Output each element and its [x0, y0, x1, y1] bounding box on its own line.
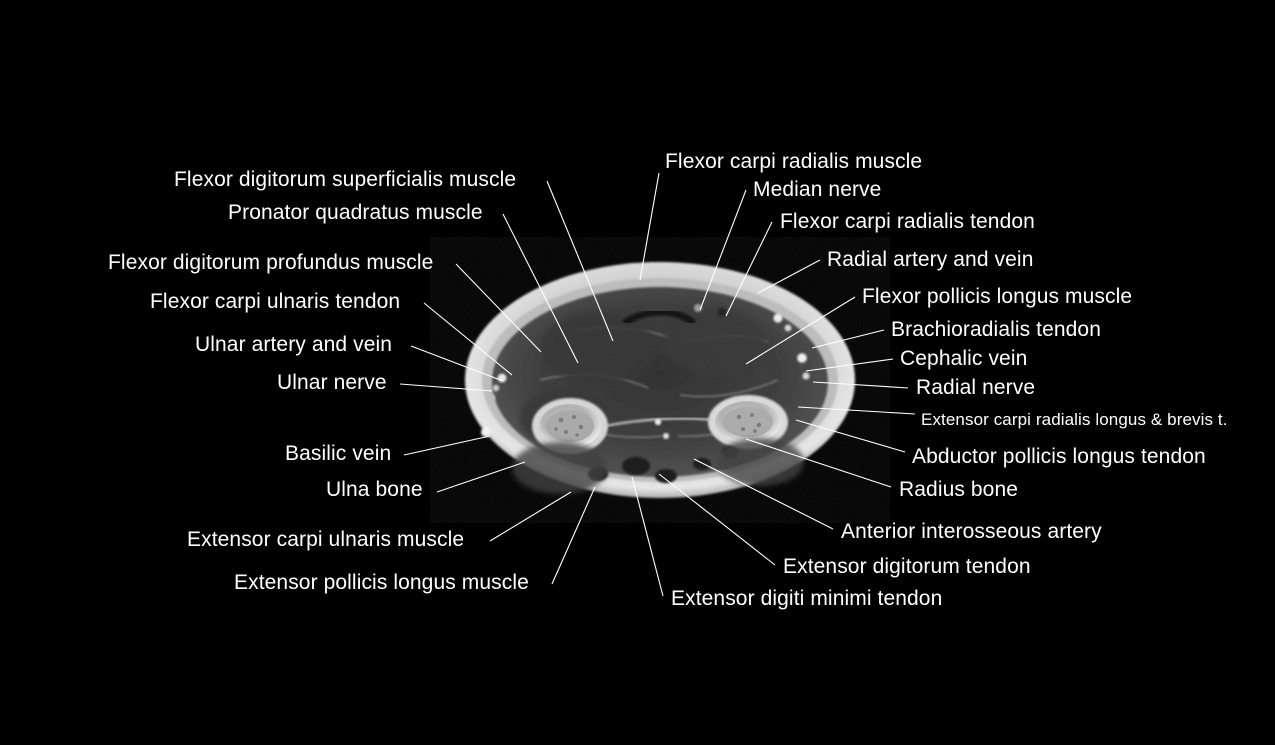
label-brachioradialis-tendon: Brachioradialis tendon — [891, 318, 1101, 341]
label-radius-bone: Radius bone — [899, 478, 1019, 501]
label-flexor-carpi-ulnaris-tendon: Flexor carpi ulnaris tendon — [150, 290, 401, 313]
label-flexor-carpi-radialis-muscle: Flexor carpi radialis muscle — [665, 150, 923, 173]
label-flexor-carpi-radialis-tendon: Flexor carpi radialis tendon — [780, 210, 1035, 233]
label-extensor-digiti-minimi-tendon: Extensor digiti minimi tendon — [671, 587, 943, 610]
label-radial-artery-and-vein: Radial artery and vein — [827, 248, 1034, 271]
label-extensor-pollicis-longus-muscle: Extensor pollicis longus muscle — [234, 571, 529, 594]
label-flexor-pollicis-longus-muscle: Flexor pollicis longus muscle — [862, 285, 1133, 308]
label-pronator-quadratus-muscle: Pronator quadratus muscle — [228, 201, 483, 224]
label-extensor-carpi-radialis-longus-brevis-tendon: Extensor carpi radialis longus & brevis t. — [921, 410, 1228, 429]
label-basilic-vein: Basilic vein — [285, 442, 392, 465]
label-ulnar-nerve: Ulnar nerve — [277, 371, 387, 394]
label-ulna-bone: Ulna bone — [326, 478, 423, 501]
label-extensor-digitorum-tendon: Extensor digitorum tendon — [783, 555, 1031, 578]
mri-scan-graphic — [430, 230, 890, 530]
label-flexor-digitorum-profundus-muscle: Flexor digitorum profundus muscle — [108, 251, 434, 274]
label-extensor-carpi-ulnaris-muscle: Extensor carpi ulnaris muscle — [187, 528, 465, 551]
mri-axial-forearm-image — [430, 230, 890, 530]
label-median-nerve: Median nerve — [753, 178, 882, 201]
label-radial-nerve: Radial nerve — [916, 376, 1036, 399]
label-anterior-interosseous-artery: Anterior interosseous artery — [841, 520, 1102, 543]
label-flexor-digitorum-superficialis-muscle: Flexor digitorum superficialis muscle — [174, 168, 517, 191]
label-abductor-pollicis-longus-tendon: Abductor pollicis longus tendon — [912, 445, 1206, 468]
label-ulnar-artery-and-vein: Ulnar artery and vein — [195, 333, 393, 356]
label-cephalic-vein: Cephalic vein — [900, 347, 1028, 370]
